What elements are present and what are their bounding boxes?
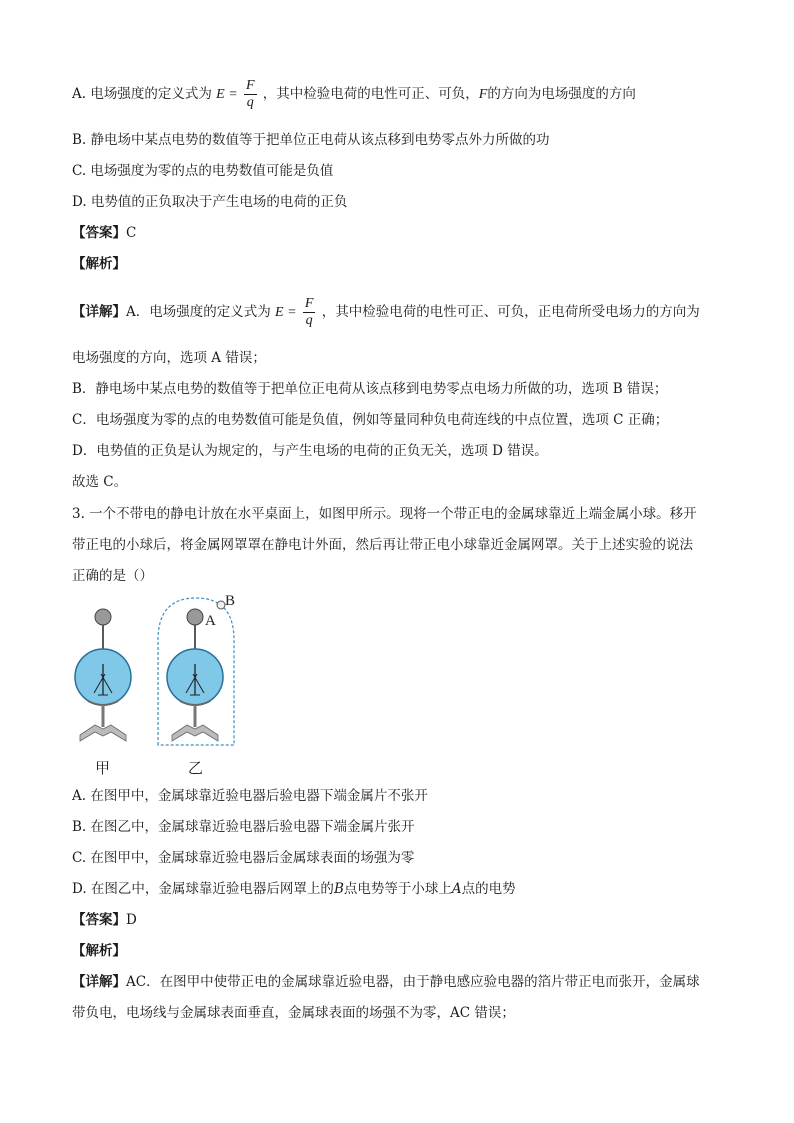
q2-option-c: C. 电场强度为零的点的电势数值可能是负值 <box>72 163 334 179</box>
q3-stem-1: 3. 一个不带电的静电计放在水平桌面上，如图甲所示。现将一个带正电的金属球靠近上端金属小球。移开 <box>72 506 697 522</box>
figure-label-yi: 乙 <box>188 759 204 777</box>
q3-option-d-B: B <box>333 881 344 897</box>
q2-detail-a <box>72 296 700 329</box>
q2-detail-d: D．电势值的正负是认为规定的，与产生电场的电荷的正负无关，选项 D 错误。 <box>72 443 548 459</box>
q2-option-d: D. 电势值的正负取决于产生电场的电荷的正负 <box>72 194 348 210</box>
q2-option-a-text: A. 电场强度的定义式为 <box>72 86 212 102</box>
q2-detail-a-eq-lhs: E = <box>275 305 297 320</box>
answer-label: 【答案】 <box>72 225 126 241</box>
q2-detail-c: C．电场强度为零的点的电势数值可能是负值，例如等量同种负电荷连线的中点位置，选项 C 正确； <box>72 412 669 428</box>
point-B-label: B <box>225 595 236 609</box>
q2-conclusion: 故选 C。 <box>72 474 128 490</box>
detail-label: 【详解】 <box>72 304 126 320</box>
q2-detail-a-pre: A．电场强度的定义式为 <box>126 304 271 320</box>
q2-option-b: B. 静电场中某点电势的数值等于把单位正电荷从该点移到电势零点外力所做的功 <box>72 132 550 148</box>
q3-option-d-mid: 点电势等于小球上 <box>343 881 452 897</box>
fraction-denominator: q <box>246 95 254 110</box>
detail-label: 【详解】 <box>72 974 126 990</box>
fraction-numerator: F <box>245 78 255 93</box>
q3-option-d-A: A <box>451 881 462 897</box>
q3-option-c: C. 在图甲中，金属球靠近验电器后金属球表面的场强为零 <box>72 850 415 866</box>
q2-option-a-tail: 的方向为电场强度的方向 <box>487 86 636 102</box>
electroscope-jia <box>75 609 131 741</box>
q3-analysis-label: 【解析】 <box>72 943 126 959</box>
electroscope-yi <box>158 598 234 745</box>
q2-option-a <box>72 78 636 111</box>
fraction-denominator: q <box>305 313 313 328</box>
q3-detail-1-text: AC．在图甲中使带正电的金属球靠近验电器，由于静电感应验电器的箔片带正电而张开，金属球 <box>126 974 700 990</box>
answer-label: 【答案】 <box>72 912 126 928</box>
q3-option-b: B. 在图乙中，金属球靠近验电器后验电器下端金属片张开 <box>72 819 415 835</box>
q3-option-a: A. 在图甲中，金属球靠近验电器后验电器下端金属片不张开 <box>72 788 428 804</box>
q3-detail-2: 带负电，电场线与金属球表面垂直，金属球表面的场强不为零，AC 错误； <box>72 1005 515 1021</box>
q2-detail-a-cont: 电场强度的方向，选项 A 错误； <box>72 350 266 366</box>
q2-detail-a-fraction <box>303 296 316 329</box>
q2-option-a-eq-lhs: E = <box>216 87 238 102</box>
q2-detail-a-post: ，其中检验电荷的电性可正、可负，正电荷所受电场力的方向为 <box>321 304 700 320</box>
answer-value: D <box>126 912 137 928</box>
q2-option-a-fraction <box>244 78 257 111</box>
q3-stem-3: 正确的是（） <box>72 568 153 584</box>
q3-stem-2: 带正电的小球后，将金属网罩罩在静电计外面，然后再让带正电小球靠近金属网罩。关于上述实验的说法 <box>72 537 693 553</box>
figure-label-jia: 甲 <box>95 759 111 777</box>
q3-option-d <box>72 880 516 898</box>
electroscope-diagram <box>68 595 248 785</box>
q2-answer <box>72 224 136 242</box>
answer-value: C <box>126 225 137 241</box>
q2-detail-b: B．静电场中某点电势的数值等于把单位正电荷从该点移到电势零点电场力所做的功，选项 B 错误； <box>72 381 668 397</box>
q3-option-d-post: 点的电势 <box>461 881 516 897</box>
q3-option-d-pre: D. 在图乙中，金属球靠近验电器后网罩上的 <box>72 881 334 897</box>
q3-detail-1 <box>72 973 700 991</box>
q2-analysis-label: 【解析】 <box>72 256 126 272</box>
point-A-label: A <box>205 613 216 629</box>
q3-answer <box>72 911 137 929</box>
q2-option-a-post: ，其中检验电荷的电性可正、可负， <box>262 86 479 102</box>
fraction-numerator: F <box>304 296 314 311</box>
electroscope-figure <box>68 595 248 785</box>
q2-option-a-F: F <box>478 87 488 102</box>
